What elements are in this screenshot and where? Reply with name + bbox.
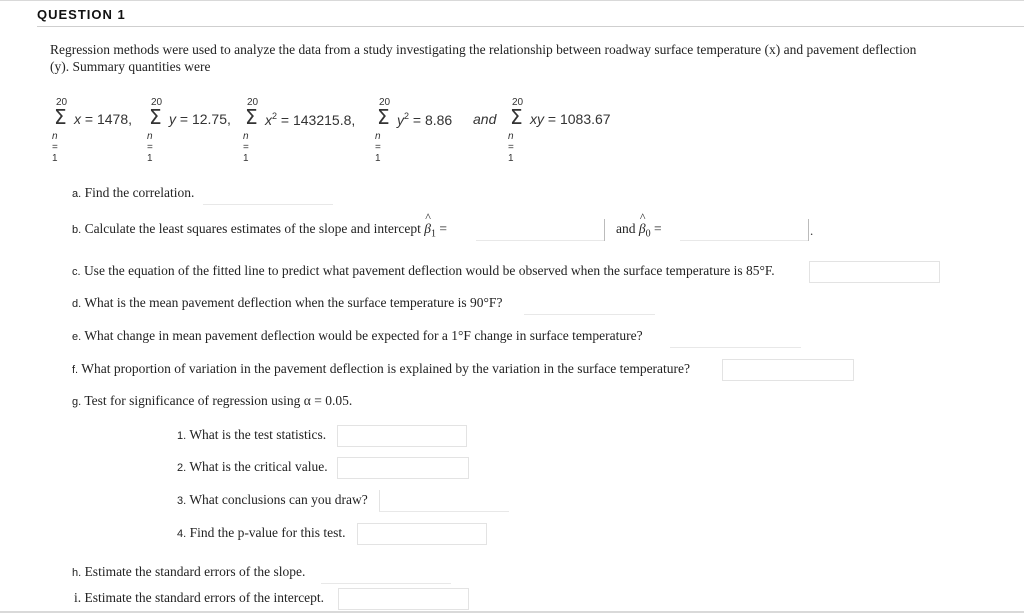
item-g: g. Test for significance of regression using α = 0.05. [72,393,353,408]
item-g3: 3. What conclusions can you draw? [177,492,368,507]
sum-expression: xy = 1083.67 [530,111,611,127]
sum-lower: n = 1 [243,131,249,164]
item-g4: 4. Find the p-value for this test. [177,525,346,540]
sigma-icon: Σ [54,105,67,129]
sum-lower: n = 1 [52,131,58,164]
change-per-degree-input[interactable] [670,326,801,348]
intercept-answer-input[interactable] [680,219,808,241]
intercept-standard-error-input[interactable] [338,588,469,610]
item-d: d. What is the mean pavement deflection when the surface temperature is 90°F? [72,295,503,310]
item-h: h. Estimate the standard errors of the slope. [72,564,306,579]
sum-lower: n = 1 [147,131,153,164]
input-edge [604,219,605,241]
slope-answer-input[interactable] [476,219,604,241]
trailing-period: . [810,223,814,238]
sum-upper: 20 [247,97,259,108]
sum-upper: 20 [151,97,163,108]
sigma-icon: Σ [510,105,523,129]
and-word: and [473,111,497,127]
sum-upper: 20 [512,97,524,108]
top-divider [0,0,1024,1]
item-g2: 2. What is the critical value. [177,459,328,474]
beta1-symbol: ^ $\beta_1$ [424,210,436,240]
beta0-symbol: ^ $\beta_0$ [638,210,651,240]
sum-lower: n = 1 [508,131,514,164]
correlation-answer-input[interactable] [203,183,333,205]
sum-expression: $x^2 = 143215.8$, [265,111,356,128]
conclusion-input[interactable] [379,490,509,512]
sum-upper: 20 [56,97,68,108]
sigma-icon: Σ [149,105,162,129]
item-g1: 1. What is the test statistics. [177,427,327,442]
sum-expression: $y^2 = 8.86$ [397,111,453,128]
p-value-input[interactable] [357,523,487,545]
sum-upper: 20 [379,97,391,108]
question-divider [37,26,1024,27]
item-f: f. What proportion of variation in the pavement deflection is explained by the variation in the surface temperature? [72,361,691,376]
item-c: c. Use the equation of the fitted line to predict what pavement deflection would be observed when the surface temperature is 85°F. [72,263,775,278]
slope-standard-error-input[interactable] [321,562,451,584]
prediction-85f-input[interactable] [809,261,940,283]
item-i: i. Estimate the standard errors of the intercept. [74,590,325,605]
sum-expression: x = 1478, [74,111,132,127]
sigma-icon: Σ [377,105,390,129]
sigma-icon: Σ [245,105,258,129]
critical-value-input[interactable] [337,457,469,479]
mean-deflection-90f-input[interactable] [524,293,655,315]
test-statistic-input[interactable] [337,425,467,447]
item-b: b. Calculate the least squares estimates of the slope and intercept ^ $\beta_1$ = [72,210,447,240]
summary-formula [52,97,754,164]
sum-lower: n = 1 [375,131,381,164]
item-e: e. What change in mean pavement deflection would be expected for a 1°F change in surface temperature? [72,328,643,343]
input-edge [808,219,809,241]
item-b-and: and ^ $\beta_0$ = [616,210,662,240]
sum-expression: y = 12.75, [169,111,231,127]
proportion-variation-input[interactable] [722,359,854,381]
item-a: a. Find the correlation. [72,185,195,200]
question-intro: Regression methods were used to analyze the data from a study investigating the relationship between roadway surface temperature (x) and pavement deflection (y). Summary quantities were [50,42,917,74]
question-title: QUESTION 1 [37,7,126,22]
